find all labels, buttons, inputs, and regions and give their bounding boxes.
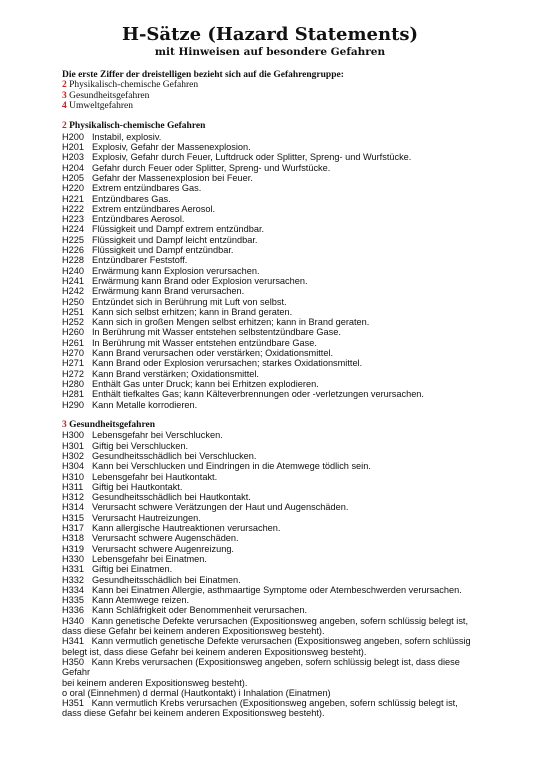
hazard-statement	[62, 173, 532, 183]
hazard-text: Erwärmung kann Explosion verursachen.	[92, 265, 260, 276]
hazard-text: Entzündbares Aerosol.	[92, 214, 185, 225]
group-item: 4 Umweltgefahren	[62, 100, 133, 111]
hazard-statement	[62, 564, 532, 574]
hazard-statement	[62, 307, 532, 317]
hazard-text: Flüssigkeit und Dampf extrem entzündbar.	[92, 224, 265, 235]
hazard-text: Explosiv, Gefahr der Massenexplosion.	[92, 142, 251, 153]
hazard-statement	[62, 544, 532, 554]
hazard-code: H204	[62, 162, 84, 173]
group-item: 3 Gesundheitsgefahren	[62, 90, 150, 101]
hazard-text: Enthält Gas unter Druck; kann bei Erhitzen explodieren.	[92, 378, 319, 389]
hazard-statement	[62, 369, 532, 379]
hazard-statement	[62, 482, 532, 492]
hazard-statement	[62, 255, 532, 265]
hazard-statement	[62, 451, 532, 461]
hazard-statement	[62, 297, 532, 307]
hazard-statement-line: H340 Kann genetische Defekte verursachen (Expositionsweg angeben, sofern schlüssig belegt ist,	[62, 615, 469, 626]
hazard-code: H260	[62, 327, 84, 338]
hazard-statement-line: H341 Kann vermutlich genetische Defekte verursachen (Expositionsweg angeben, sofern schlüssig	[62, 636, 471, 647]
hazard-statement-line: H351 Kann vermutlich Krebs verursachen (Expositionsweg angeben, sofern schlüssig belegt ist,	[62, 698, 458, 709]
hazard-statement	[62, 327, 532, 337]
hazard-code: H331	[62, 564, 84, 575]
hazard-code: H252	[62, 317, 84, 328]
hazard-text: Kann Brand verursachen oder verstärken; Oxidationsmittel.	[92, 348, 334, 359]
hazard-statement	[62, 358, 532, 368]
hazard-code: H201	[62, 142, 84, 153]
hazard-statement	[62, 245, 532, 255]
hazard-code: H228	[62, 255, 84, 266]
hazard-text: Lebensgefahr bei Hautkontakt.	[92, 471, 218, 482]
hazard-code: H221	[62, 193, 84, 204]
hazard-statement-line: dass diese Gefahr bei keinem anderen Expositionsweg besteht).	[62, 626, 325, 637]
hazard-code: H301	[62, 440, 84, 451]
hazard-statement	[62, 235, 532, 245]
hazard-code: H226	[62, 245, 84, 256]
hazard-code: H261	[62, 337, 84, 348]
hazard-text: Gesundheitsschädlich bei Einatmen.	[92, 574, 241, 585]
hazard-text: In Berührung mit Wasser entstehen selbstentzündbare Gase.	[92, 327, 341, 338]
hazard-statement	[62, 152, 532, 162]
hazard-list-health-continued	[62, 616, 532, 719]
document-body	[62, 70, 532, 719]
hazard-statement	[62, 183, 532, 193]
hazard-statement	[62, 317, 532, 327]
hazard-code: H240	[62, 265, 84, 276]
hazard-text: Kann bei Einatmen Allergie, asthmaartige Symptome oder Atembeschwerden verursachen.	[92, 584, 462, 595]
hazard-text: In Berührung mit Wasser entstehen entzündbare Gase.	[92, 337, 317, 348]
hazard-statement	[62, 276, 532, 286]
hazard-code: H302	[62, 450, 84, 461]
hazard-code: H251	[62, 306, 84, 317]
hazard-list-physical	[62, 132, 532, 410]
hazard-text: Kann sich selbst erhitzen; kann in Brand geraten.	[92, 306, 293, 317]
hazard-text: Kann Schläfrigkeit oder Benommenheit verursachen.	[92, 605, 308, 616]
hazard-text: Extrem entzündbares Gas.	[92, 183, 202, 194]
hazard-text: Extrem entzündbares Aerosol.	[92, 203, 216, 214]
intro-heading: Die erste Ziffer der dreistelligen bezieht sich auf die Gefahrengruppe:	[62, 70, 344, 80]
hazard-text: Gefahr durch Feuer oder Splitter, Spreng- und Wurfstücke.	[92, 162, 331, 173]
hazard-code: H203	[62, 152, 84, 163]
hazard-code: H200	[62, 131, 84, 142]
hazard-statement	[62, 585, 532, 595]
hazard-code: H319	[62, 543, 84, 554]
hazard-statement	[62, 266, 532, 276]
hazard-statement-line: dass diese Gefahr bei keinem anderen Expositionsweg besteht).	[62, 708, 325, 719]
hazard-code: H250	[62, 296, 84, 307]
hazard-code: H336	[62, 605, 84, 616]
hazard-code: H280	[62, 378, 84, 389]
hazard-statement-line: o oral (Einnehmen) d dermal (Hautkontakt) i Inhalation (Einatmen)	[62, 687, 331, 698]
hazard-text: Flüssigkeit und Dampf leicht entzündbar.	[92, 234, 258, 245]
hazard-text: Verursacht schwere Augenschäden.	[92, 533, 239, 544]
hazard-statement	[62, 605, 532, 615]
hazard-text: Kann Atemwege reizen.	[92, 595, 190, 606]
hazard-text: Enthält tiefkaltes Gas; kann Kälteverbrennungen oder -verletzungen verursachen.	[92, 389, 424, 400]
hazard-statement-line: belegt ist, dass diese Gefahr bei keinem anderen Expositionsweg besteht).	[62, 646, 367, 657]
hazard-text: Kann allergische Hautreaktionen verursachen.	[92, 523, 281, 534]
hazard-statement	[62, 461, 532, 471]
hazard-statement	[62, 533, 532, 543]
hazard-list-health	[62, 430, 532, 615]
hazard-text: Kann Brand verstärken; Oxidationsmittel.	[92, 368, 259, 379]
hazard-statement	[62, 575, 532, 585]
hazard-code: H312	[62, 492, 84, 503]
hazard-code: H318	[62, 533, 84, 544]
hazard-statement	[62, 502, 532, 512]
hazard-statement	[62, 224, 532, 234]
hazard-code: H224	[62, 224, 84, 235]
hazard-statement	[62, 595, 532, 605]
hazard-text: Flüssigkeit und Dampf entzündbar.	[92, 245, 234, 256]
hazard-text: Entzündet sich in Berührung mit Luft von selbst.	[92, 296, 287, 307]
section-heading-health: 3 Gesundheitsgefahren	[62, 420, 155, 431]
hazard-text: Lebensgefahr bei Einatmen.	[92, 553, 207, 564]
hazard-code: H335	[62, 595, 84, 606]
hazard-text: Kann bei Verschlucken und Eindringen in die Atemwege tödlich sein.	[92, 461, 371, 472]
hazard-code: H220	[62, 183, 84, 194]
hazard-statement	[62, 430, 532, 440]
hazard-code: H332	[62, 574, 84, 585]
hazard-code: H270	[62, 348, 84, 359]
hazard-text: Lebensgefahr bei Verschlucken.	[92, 430, 223, 441]
hazard-statement	[62, 400, 532, 410]
hazard-statement	[62, 132, 532, 142]
hazard-statement-line: Gefahr	[62, 667, 91, 678]
hazard-text: Verursacht Hautreizungen.	[92, 512, 201, 523]
hazard-text: Kann sich in großen Mengen selbst erhitzen; kann in Brand geraten.	[92, 317, 370, 328]
hazard-statement	[62, 379, 532, 389]
hazard-text: Verursacht schwere Augenreizung.	[92, 543, 234, 554]
hazard-code: H314	[62, 502, 84, 513]
hazard-code: H222	[62, 203, 84, 214]
hazard-text: Giftig bei Verschlucken.	[92, 440, 189, 451]
hazard-statement	[62, 513, 532, 523]
hazard-text: Giftig bei Einatmen.	[92, 564, 173, 575]
hazard-text: Erwärmung kann Brand oder Explosion verursachen.	[92, 275, 308, 286]
hazard-text: Kann Brand oder Explosion verursachen; starkes Oxidationsmittel.	[92, 358, 363, 369]
hazard-code: H271	[62, 358, 84, 369]
hazard-statement	[62, 338, 532, 348]
hazard-code: H281	[62, 389, 84, 400]
page-subtitle: mit Hinweisen auf besondere Gefahren	[154, 46, 386, 58]
hazard-statement-line: H350 Kann Krebs verursachen (Expositionsweg angeben, sofern schlüssig belegt ist, dass diese	[62, 656, 460, 667]
hazard-code: H272	[62, 368, 84, 379]
hazard-code: H242	[62, 286, 84, 297]
hazard-statement	[62, 142, 532, 152]
hazard-statement	[62, 554, 532, 564]
hazard-code: H315	[62, 512, 84, 523]
hazard-statement	[62, 441, 532, 451]
hazard-text: Instabil, explosiv.	[92, 131, 162, 142]
hazard-statement-line: bei keinem anderen Expositionsweg besteht).	[62, 677, 248, 688]
hazard-code: H310	[62, 471, 84, 482]
hazard-code: H317	[62, 523, 84, 534]
hazard-statement	[62, 286, 532, 296]
hazard-code: H311	[62, 481, 84, 492]
hazard-text: Giftig bei Hautkontakt.	[92, 481, 183, 492]
hazard-code: H223	[62, 214, 84, 225]
hazard-statement	[62, 472, 532, 482]
hazard-text: Verursacht schwere Verätzungen der Haut und Augenschäden.	[92, 502, 349, 513]
hazard-text: Erwärmung kann Brand verursachen.	[92, 286, 245, 297]
hazard-text: Kann Metalle korrodieren.	[92, 399, 198, 410]
hazard-statement	[62, 348, 532, 358]
section-heading-physical: 2 Physikalisch-chemische Gefahren	[62, 121, 206, 132]
hazard-code: H225	[62, 234, 84, 245]
hazard-text: Gefahr der Massenexplosion bei Feuer.	[92, 172, 253, 183]
hazard-code: H334	[62, 584, 84, 595]
hazard-text: Entzündbarer Feststoff.	[92, 255, 188, 266]
hazard-code: H241	[62, 275, 84, 286]
hazard-code: H205	[62, 172, 84, 183]
hazard-statement	[62, 523, 532, 533]
hazard-statement	[62, 214, 532, 224]
hazard-statement	[62, 492, 532, 502]
group-item: 2 Physikalisch-chemische Gefahren	[62, 80, 199, 91]
hazard-text: Gesundheitsschädlich bei Hautkontakt.	[92, 492, 251, 503]
hazard-statement	[62, 389, 532, 399]
hazard-statement	[62, 194, 532, 204]
hazard-text: Gesundheitsschädlich bei Verschlucken.	[92, 450, 257, 461]
hazard-text: Explosiv, Gefahr durch Feuer, Luftdruck oder Splitter, Spreng- und Wurfstücke.	[92, 152, 412, 163]
hazard-statement	[62, 204, 532, 214]
hazard-code: H300	[62, 430, 84, 441]
hazard-text: Entzündbares Gas.	[92, 193, 171, 204]
hazard-statement	[62, 163, 532, 173]
hazard-code: H290	[62, 399, 84, 410]
page-title: H-Sätze (Hazard Statements)	[121, 24, 419, 45]
hazard-code: H330	[62, 553, 84, 564]
hazard-code: H304	[62, 461, 84, 472]
